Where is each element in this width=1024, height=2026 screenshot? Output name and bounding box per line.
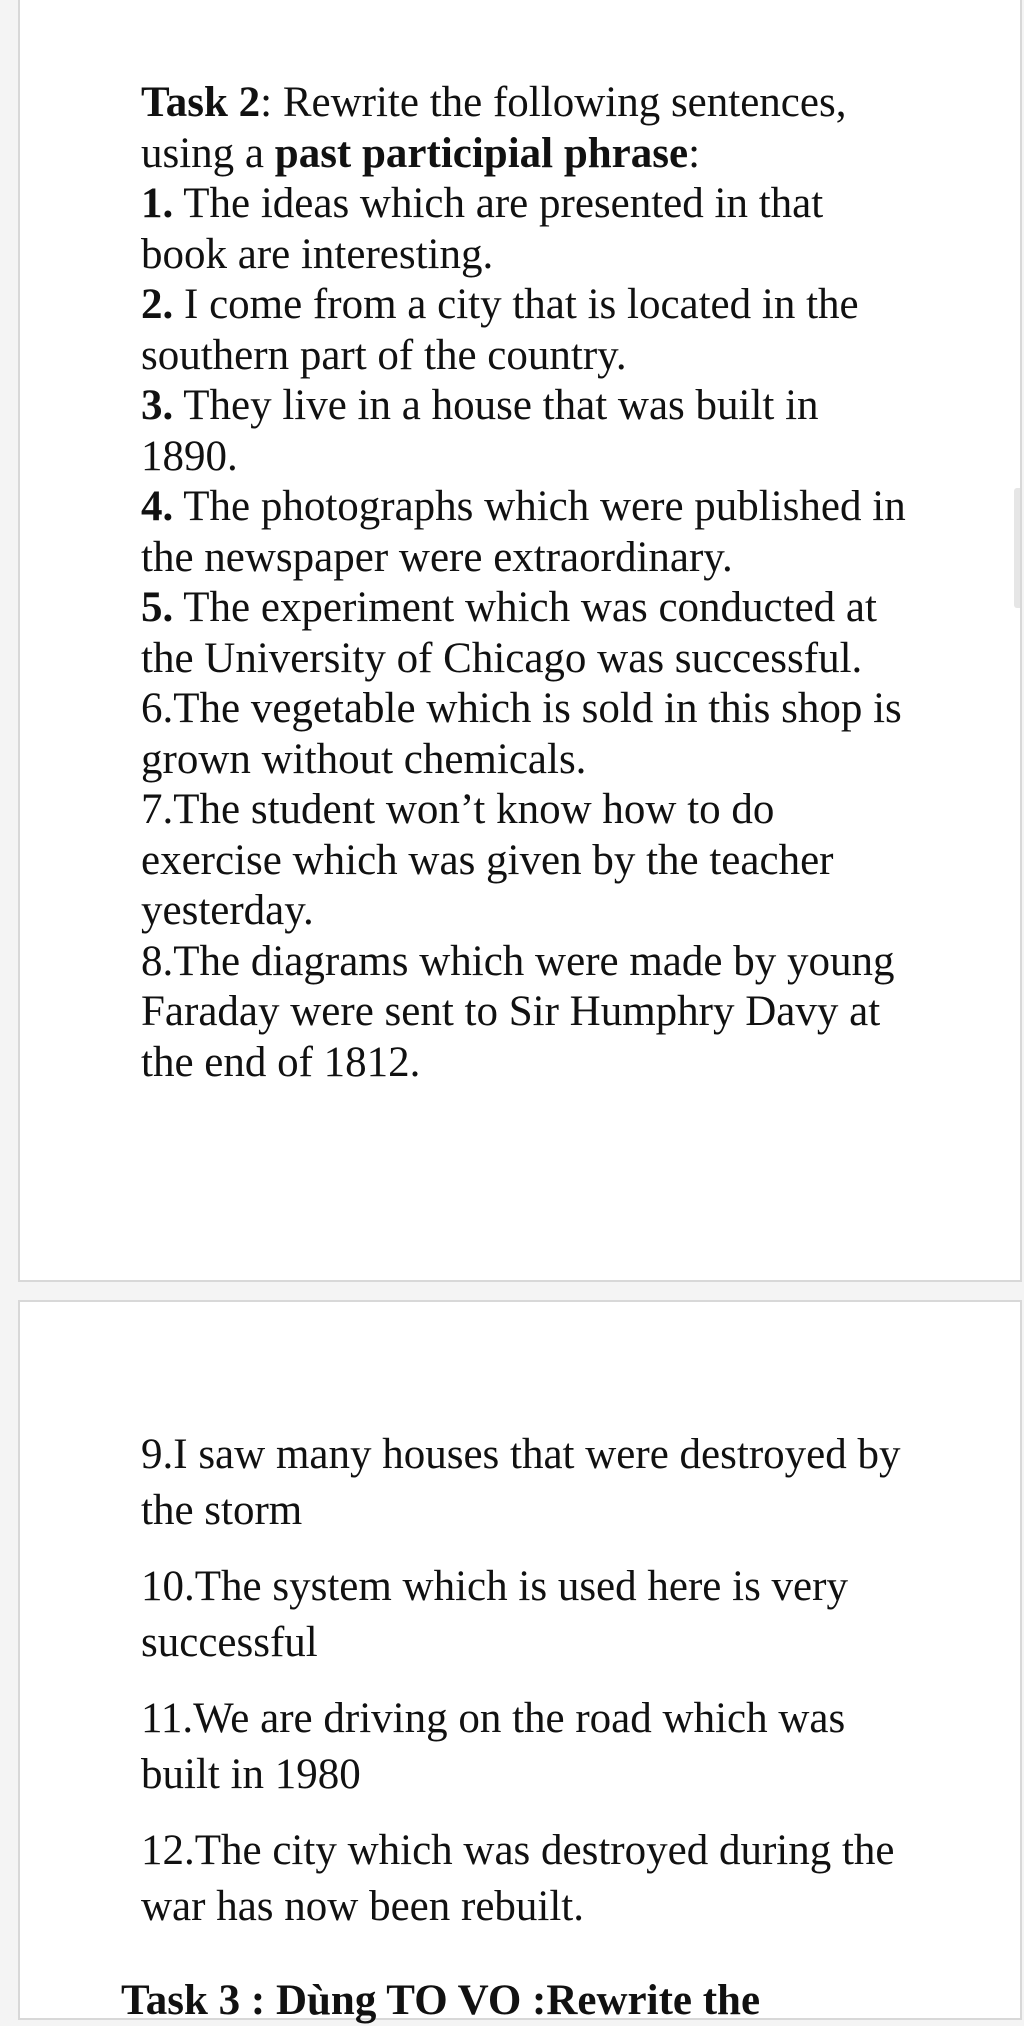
item-7-cont: exercise which was given by the teacher	[141, 836, 834, 884]
task-2-block	[141, 78, 971, 1088]
item-8-cont: Faraday were sent to Sir Humphry Davy at	[141, 988, 881, 1035]
item-9	[141, 1427, 971, 1539]
instruction-colon: :	[688, 129, 701, 177]
item-text: The photographs which were published in	[173, 483, 906, 530]
task-label: Task 2	[141, 79, 261, 126]
item-text: I come from a city that is located in the	[173, 281, 859, 328]
scroll-indicator[interactable]	[1014, 488, 1020, 608]
task-2-continued	[141, 1427, 971, 1955]
item-text: 12.The city which was destroyed during the	[141, 1827, 895, 1874]
item-text: The ideas which are presented in that	[173, 180, 824, 227]
item-4-cont: the newspaper were extraordinary.	[141, 533, 733, 581]
item-number: 4.	[141, 483, 174, 530]
item-number: 2.	[141, 281, 174, 328]
item-11	[141, 1691, 971, 1803]
item-2	[141, 280, 971, 331]
item-text-cont: successful	[141, 1619, 318, 1666]
item-10	[141, 1559, 971, 1671]
item-3	[141, 381, 971, 432]
next-task-heading: Task 3 : Dùng TO VO :Rewrite the	[121, 1977, 761, 2024]
task-instruction	[141, 129, 971, 180]
item-1-cont: book are interesting.	[141, 230, 494, 278]
item-text: 11.We are driving on the road which was	[141, 1695, 846, 1742]
item-7-cont-2: yesterday.	[141, 887, 314, 934]
item-text-cont: war has now been rebuilt.	[141, 1883, 584, 1930]
document-page-1	[18, 0, 1022, 1282]
item-2-cont: southern part of the country.	[141, 331, 627, 379]
item-text: 10.The system which is used here is very	[141, 1563, 848, 1610]
item-8-cont-2: the end of 1812.	[141, 1038, 421, 1086]
item-1	[141, 179, 971, 230]
item-6-cont: grown without chemicals.	[141, 735, 587, 783]
item-4	[141, 482, 971, 533]
item-text: The experiment which was conducted at	[173, 584, 877, 631]
item-text: 9.I saw many houses that were destroyed by	[141, 1431, 901, 1478]
item-6: 6.The vegetable which is sold in this shop is	[141, 685, 902, 732]
item-7: 7.The student won’t know how to do	[141, 786, 775, 833]
item-5-cont: the University of Chicago was successful.	[141, 634, 863, 682]
instruction-text: using a	[141, 129, 275, 177]
item-text-cont: the storm	[141, 1487, 303, 1534]
item-text-cont: built in 1980	[141, 1751, 361, 1798]
item-number: 5.	[141, 584, 174, 631]
item-number: 3.	[141, 382, 174, 429]
item-8: 8.The diagrams which were made by young	[141, 937, 895, 985]
item-5	[141, 583, 971, 634]
task-heading	[141, 78, 971, 129]
item-12	[141, 1823, 971, 1935]
item-text: They live in a house that was built in	[173, 382, 819, 429]
document-page-2	[18, 1300, 1022, 2020]
item-number: 1.	[141, 180, 174, 227]
instruction-keyword: past participial phrase	[274, 129, 689, 177]
item-3-cont: 1890.	[141, 432, 238, 480]
task-intro-text: : Rewrite the following sentences,	[260, 79, 847, 126]
